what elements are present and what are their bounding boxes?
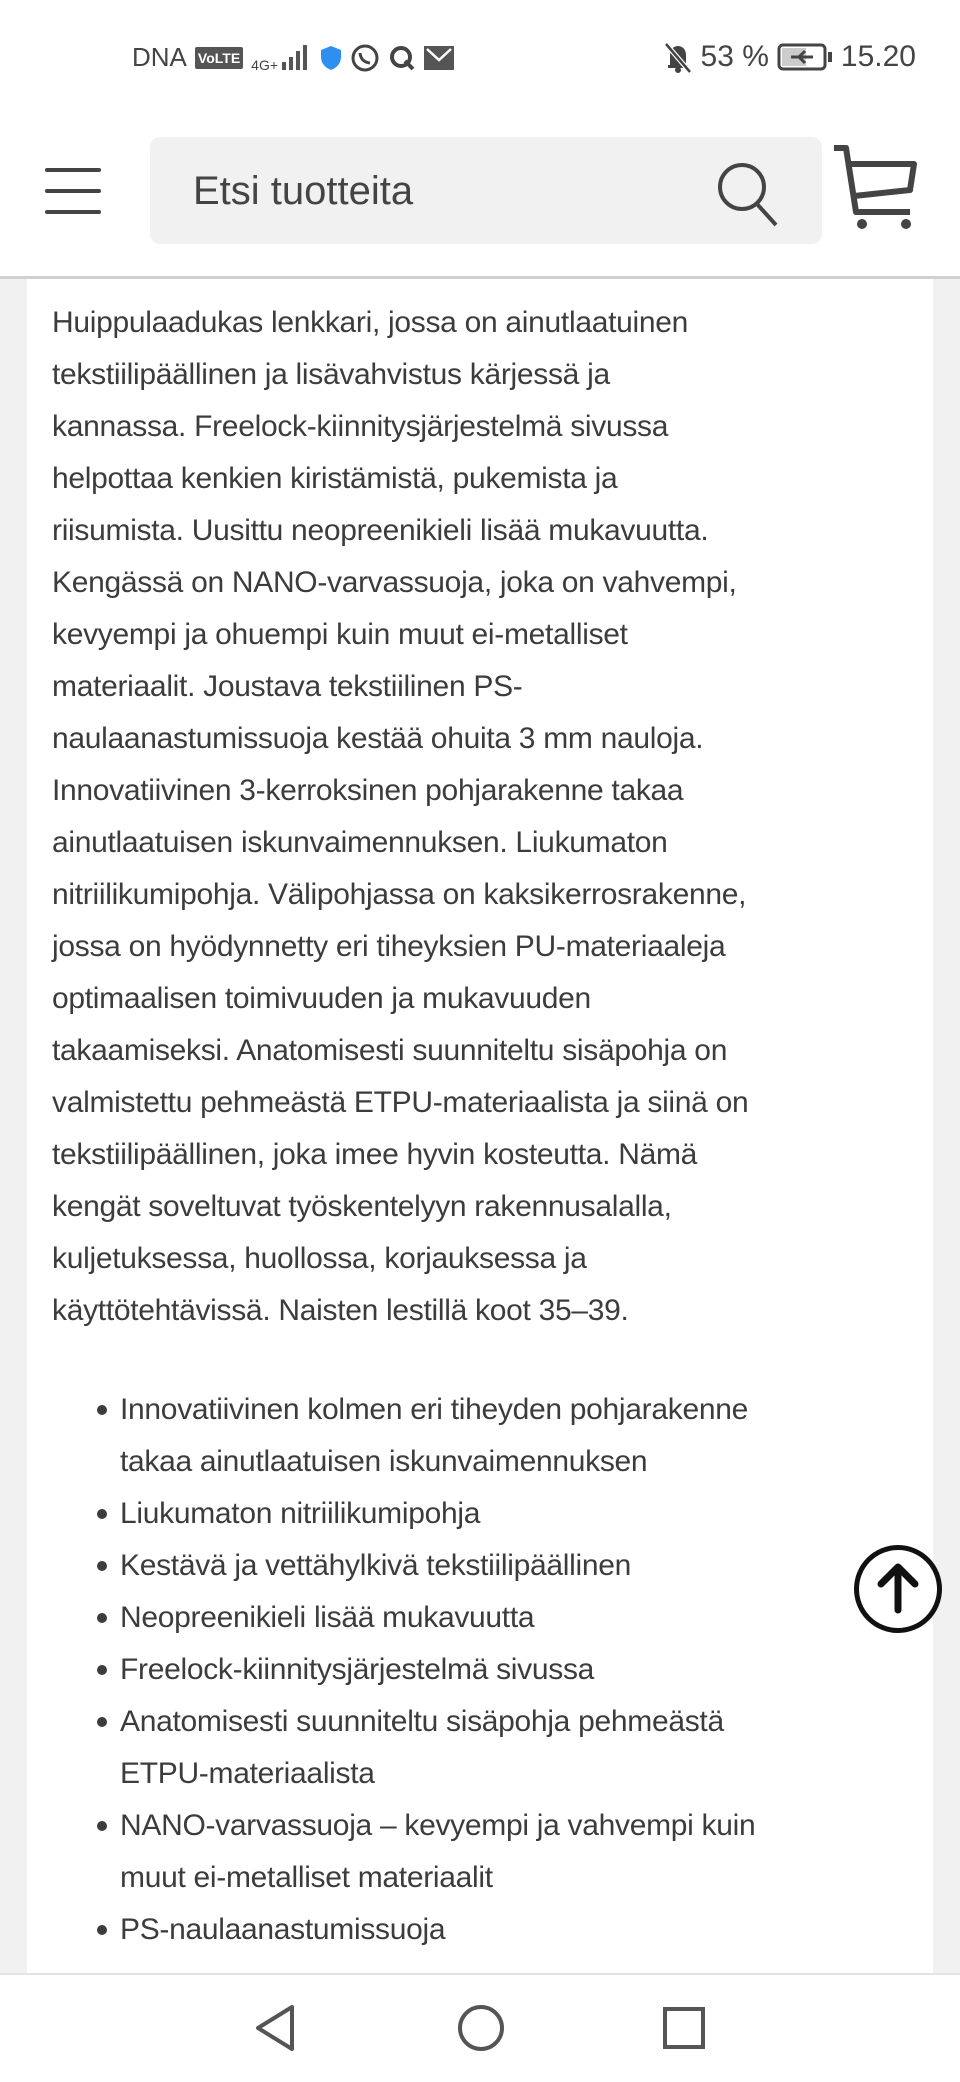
list-item: Liukumaton nitriilikumipohja	[52, 1488, 755, 1540]
volte-badge: VoLTE	[195, 47, 243, 69]
feature-list	[52, 1384, 755, 1956]
whatsapp-icon	[350, 43, 380, 73]
list-item: PS-naulaanastumissuoja	[52, 1904, 755, 1956]
menu-icon[interactable]	[45, 168, 101, 214]
cart-icon[interactable]	[830, 142, 920, 232]
product-description	[27, 279, 933, 1973]
q-app-icon	[388, 43, 416, 73]
system-nav-bar	[0, 1973, 960, 2082]
search-icon[interactable]	[712, 159, 782, 229]
carrier: DNA	[132, 42, 187, 72]
mail-icon	[424, 46, 454, 70]
list-item: Kestävä ja vettähylkivä tekstiilipäällinen	[52, 1540, 755, 1592]
battery-percent: 53 %	[700, 40, 769, 73]
shield-icon	[320, 45, 342, 71]
scroll-to-top-button[interactable]	[854, 1545, 942, 1633]
back-icon[interactable]	[252, 2003, 298, 2053]
home-icon[interactable]	[456, 2003, 506, 2053]
signal-icon: 4G+	[251, 44, 312, 72]
bell-muted-icon	[663, 41, 693, 73]
list-item: Neopreenikieli lisää mukavuutta	[52, 1592, 755, 1644]
recents-icon[interactable]	[661, 2005, 707, 2051]
description-paragraph: Huippulaadukas lenkkari, jossa on ainutlaatuinen tekstiilipäällinen ja lisävahvistus kärjessä ja kannassa. Freelock-kiinnitysjärjestelmä sivussa helpottaa kenkien kiristämistä, pukemista ja riisumista. Uusittu neopreenikieli lisää mukavuutta. Kengässä on NANO-varvassuoja, joka on vahvempi, kevyempi ja ohuempi kuin muut ei-metalliset materiaalit. Joustava tekstiilinen PS- naulaanastumissuoja kestää ohuita 3 mm nauloja. Innovatiivinen 3-kerroksinen pohjarakenne takaa ainutlaatuisen iskunvaimennuksen. Liukumaton nitriilikumipohja. Välipohjassa on kaksikerrosrakenne, jossa on hyödynnetty eri tiheyksien PU-materiaaleja optimaalisen toimivuuden ja mukavuuden takaamiseksi. Anatomisesti suunniteltu sisäpohja on valmistettu pehmeästä ETPU-materiaalista ja siinä on tekstiilipäällinen, joka imee hyvin kosteutta. Nämä kengät soveltuvat työskentelyyn rakennusalalla, kuljetuksessa, huollossa, korjauksessa ja käyttötehtävissä. Naisten lestillä koot 35–39.	[52, 306, 749, 1327]
status-bar	[0, 0, 960, 120]
header	[0, 120, 960, 279]
list-item: Innovatiivinen kolmen eri tiheyden pohjarakenne takaa ainutlaatuisen iskunvaimennuksen	[52, 1384, 755, 1488]
battery-charging-icon	[777, 43, 833, 71]
arrow-up-icon	[859, 1550, 937, 1628]
clock: 15.20	[840, 40, 916, 73]
search-placeholder: Etsi tuotteita	[193, 169, 414, 213]
list-item: NANO-varvassuoja – kevyempi ja vahvempi kuin muut ei-metalliset materiaalit	[52, 1800, 755, 1904]
search-input[interactable]	[150, 137, 822, 244]
list-item: Anatomisesti suunniteltu sisäpohja pehmeästä ETPU-materiaalista	[52, 1696, 755, 1800]
list-item: Freelock-kiinnitysjärjestelmä sivussa	[52, 1644, 755, 1696]
